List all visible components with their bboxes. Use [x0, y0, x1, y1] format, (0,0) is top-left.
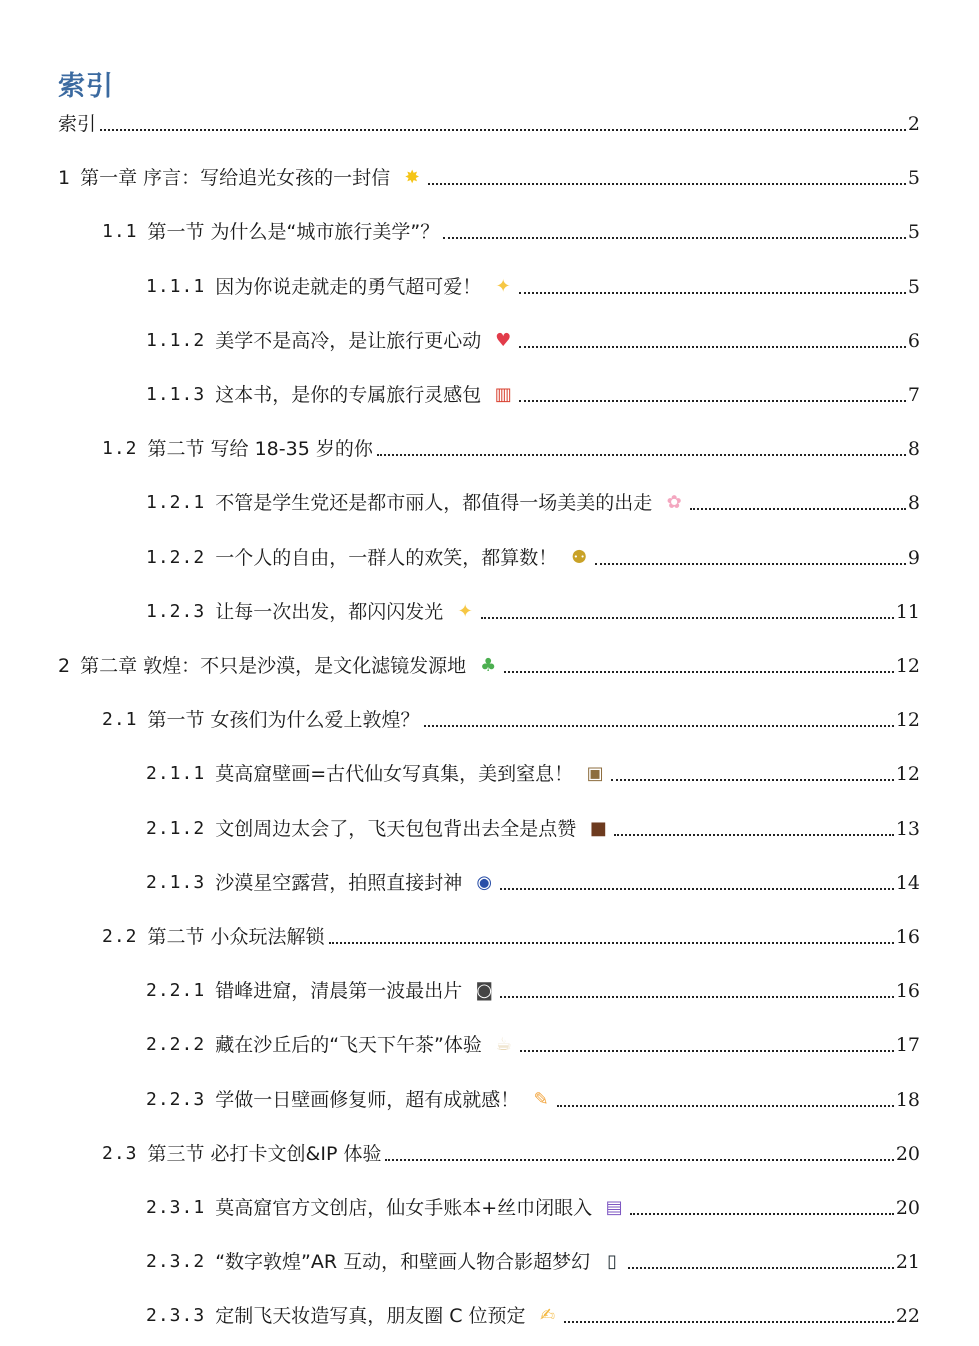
toc-page-number: 16 [895, 980, 920, 1003]
people-icon: ⚉ [571, 546, 588, 568]
toc-entry[interactable] [146, 1190, 920, 1220]
toc-entry[interactable] [146, 973, 920, 1003]
toc-entry-number: 2.1.2 [146, 817, 206, 839]
dot-leader [500, 888, 894, 890]
toc-entry[interactable] [146, 1298, 920, 1328]
galaxy-icon: ◉ [476, 871, 493, 893]
dot-leader [519, 292, 906, 294]
toc-entry-number: 2 [58, 655, 73, 677]
cactus-icon: ♣ [480, 655, 497, 676]
toc-entry-number: 2.1 [102, 709, 138, 731]
toc-entry-number: 2.2.2 [146, 1034, 206, 1056]
toc-entry-text [58, 166, 424, 190]
toc-page-number: 20 [895, 1197, 920, 1219]
shopping-bags-icon: ▤ [605, 1197, 623, 1218]
toc-entry-title: 不管是学生党还是都市丽人，都值得一场美美的出走 [215, 492, 653, 515]
toc-entry-title: 学做一日壁画修复师，超有成就感！ [215, 1088, 520, 1111]
toc-entry-title: 错峰进窟，清晨第一波最出片 [215, 980, 463, 1003]
toc-entry-text [146, 979, 496, 1003]
toc-entry-text [102, 708, 420, 732]
toc-page-number: 12 [895, 709, 920, 732]
dot-leader [500, 996, 894, 998]
toc-entry-number: 1.1.1 [146, 275, 206, 297]
dot-leader [557, 1105, 894, 1107]
toc-entry-title: 沙漠星空露营，拍照直接封神 [215, 871, 463, 894]
toc-entry-title: 第二章 敦煌：不只是沙漠，是文化滤镜发源地 [80, 655, 467, 677]
toc-page-number: 5 [907, 221, 920, 244]
toc-entry-title: 第一节 女孩们为什么爱上敦煌？ [147, 709, 420, 732]
toc-page-number: 12 [895, 655, 920, 677]
dot-leader [630, 1213, 894, 1215]
sparkles-icon: ✦ [457, 600, 473, 622]
toc-page-number: 11 [895, 600, 920, 623]
toc-entry-title: 莫高窟壁画=古代仙女写真集，美到窒息！ [215, 763, 574, 786]
toc-entry[interactable] [146, 377, 920, 407]
toc-entry-number: 2.3.2 [146, 1251, 206, 1273]
toc-entry[interactable] [146, 269, 920, 299]
toc-entry-title: 一个人的自由，一群人的欢笑，都算数！ [215, 546, 558, 569]
toc-entry-number: 1.2 [102, 438, 138, 460]
camera-icon: ◙ [475, 980, 493, 1002]
toc-page-number: 8 [907, 492, 920, 515]
toc-entry[interactable] [146, 485, 920, 515]
toc-entry-text [146, 871, 496, 895]
toc-entry-title: 文创周边太会了，飞天包包背出去全是点赞 [215, 817, 577, 840]
backpack-icon: ▥ [494, 384, 512, 405]
dot-leader [519, 346, 906, 348]
toc-entry-number: 1 [58, 167, 73, 190]
framed-picture-icon: ▣ [586, 763, 604, 785]
toc-page-number: 13 [895, 817, 920, 840]
dot-leader [595, 563, 906, 565]
toc-entry-text [146, 383, 515, 407]
toc-page-number: 2 [907, 113, 920, 135]
toc-page-number: 5 [907, 275, 920, 298]
toc-entry-title: 第一章 序言：写给追光女孩的一封信 [80, 167, 391, 190]
dot-leader [100, 129, 906, 131]
toc-entry-title: 索引 [58, 113, 97, 135]
toc-page-number: 6 [907, 329, 920, 352]
toc-entry[interactable] [102, 431, 920, 461]
toc-entry[interactable] [102, 919, 920, 949]
toc-entry-text [102, 220, 439, 244]
toc-entry-number: 2.2 [102, 926, 138, 947]
toc-entry-title: 这本书，是你的专属旅行灵感包 [215, 384, 482, 406]
dot-leader [520, 1050, 894, 1052]
dot-leader [564, 1321, 894, 1323]
toc-entry[interactable] [58, 160, 920, 190]
toc-entry-number: 1.2.2 [146, 546, 206, 568]
toc-entry-number: 2.2.3 [146, 1088, 206, 1110]
toc-entry[interactable] [102, 1136, 920, 1166]
toc-entry[interactable] [146, 323, 920, 353]
teacup-icon: ☕ [495, 1034, 512, 1056]
toc-page-number: 18 [895, 1088, 920, 1111]
dot-leader [443, 237, 906, 239]
toc-entry-title: 第一节 为什么是“城市旅行美学”？ [147, 221, 440, 244]
dot-leader [424, 725, 894, 727]
toc-page-number: 5 [907, 167, 920, 190]
glowing-star-icon: ✸ [404, 167, 420, 189]
toc-page-number: 12 [895, 763, 920, 786]
toc-entry-number: 1.2.3 [146, 600, 206, 622]
toc-entry-text [146, 1304, 560, 1328]
toc-entry-number: 2.1.3 [146, 871, 206, 893]
toc-page-number: 8 [907, 438, 920, 461]
toc-entry[interactable] [102, 702, 920, 732]
dot-leader [428, 183, 906, 185]
toc-entry-title: 第二节 写给 18-35 岁的你 [147, 438, 373, 461]
heart-icon: ♥ [495, 329, 512, 351]
toc-entry-number: 2.3 [102, 1142, 138, 1164]
toc-heading: 索引 [58, 71, 114, 102]
toc-entry[interactable] [102, 214, 920, 244]
dot-leader [329, 942, 894, 944]
toc-entry-number: 2.3.3 [146, 1305, 206, 1327]
toc-entry-number: 1.2.1 [146, 492, 206, 514]
toc-entry-number: 1.1.2 [146, 329, 206, 351]
toc-entry[interactable] [146, 1027, 920, 1057]
dot-leader [614, 834, 894, 836]
toc-entry-number: 1.1 [102, 221, 138, 243]
toc-page-number: 20 [895, 1142, 920, 1165]
toc-entry-number: 2.1.1 [146, 763, 206, 785]
toc-entry-text [146, 1250, 624, 1274]
toc-entry-text [102, 1142, 381, 1166]
pencil-icon: ✎ [533, 1088, 549, 1110]
toc-entry-title: 藏在沙丘后的“飞天下午茶”体验 [215, 1034, 482, 1057]
briefcase-icon: ■ [589, 817, 607, 839]
toc-entry-title: “数字敦煌”AR 互动，和壁画人物合影超梦幻 [215, 1251, 591, 1274]
toc-entry-text [146, 600, 477, 624]
toc-entry-text [146, 1033, 516, 1057]
toc-page-number: 22 [895, 1305, 920, 1328]
toc-entry-text [146, 329, 515, 353]
toc-entry-title: 第三节 必打卡文创&IP 体验 [147, 1142, 382, 1165]
toc-entry-number: 2.2.1 [146, 980, 206, 1002]
toc-entry-title: 第二节 小众玩法解锁 [147, 926, 325, 948]
toc-entry-text [102, 925, 325, 949]
toc-entry[interactable] [146, 594, 920, 624]
toc-entry-text [58, 112, 96, 136]
toc-page-number: 17 [895, 1034, 920, 1057]
toc-page-number: 16 [895, 926, 920, 948]
dot-leader [377, 454, 906, 456]
toc-entry-text [146, 546, 591, 570]
dot-leader [481, 617, 894, 619]
dot-leader [519, 400, 906, 402]
toc-entry-title: 定制飞天妆造写真，朋友圈 C 位预定 [215, 1305, 526, 1328]
toc-entry-text [146, 1088, 553, 1112]
toc-entry-text [146, 762, 607, 786]
toc-entry-text [102, 437, 373, 461]
dot-leader [628, 1267, 894, 1269]
toc-entry-text [146, 817, 610, 841]
toc-entry-number: 2.3.1 [146, 1197, 206, 1218]
mobile-phone-icon: ▯ [607, 1251, 618, 1273]
toc-entry[interactable] [58, 106, 920, 136]
toc-entry-text [146, 491, 686, 515]
nail-polish-icon: ✍ [540, 1305, 556, 1327]
toc-entry-title: 让每一次出发，都闪闪发光 [215, 600, 444, 623]
toc-entry-number: 1.1.3 [146, 384, 206, 405]
toc-entry-text [146, 1196, 626, 1220]
toc-entry[interactable] [58, 648, 920, 678]
dot-leader [611, 779, 894, 781]
toc-entry-text [58, 654, 500, 678]
toc-entry-title: 莫高窟官方文创店，仙女手账本+丝巾闭眼入 [215, 1197, 593, 1219]
toc-page-number: 21 [895, 1251, 920, 1274]
dot-leader [504, 671, 894, 673]
sparkles-icon: ✦ [495, 275, 511, 297]
toc-entry[interactable] [146, 811, 920, 841]
toc-entry[interactable] [146, 540, 920, 570]
toc-page-number: 7 [907, 384, 920, 406]
toc-page-number: 14 [895, 871, 920, 894]
toc-entry-title: 因为你说走就走的勇气超可爱！ [215, 275, 482, 298]
toc-entry[interactable] [146, 1082, 920, 1112]
toc-entry-title: 美学不是高冷，是让旅行更心动 [215, 329, 482, 352]
toc-entry[interactable] [146, 1244, 920, 1274]
toc-entry[interactable] [146, 756, 920, 786]
dot-leader [690, 508, 906, 510]
toc-page-number: 9 [907, 546, 920, 569]
toc-entry[interactable] [146, 865, 920, 895]
dot-leader [385, 1159, 893, 1161]
cherry-blossom-icon: ✿ [666, 492, 682, 514]
toc-entry-text [146, 275, 515, 299]
